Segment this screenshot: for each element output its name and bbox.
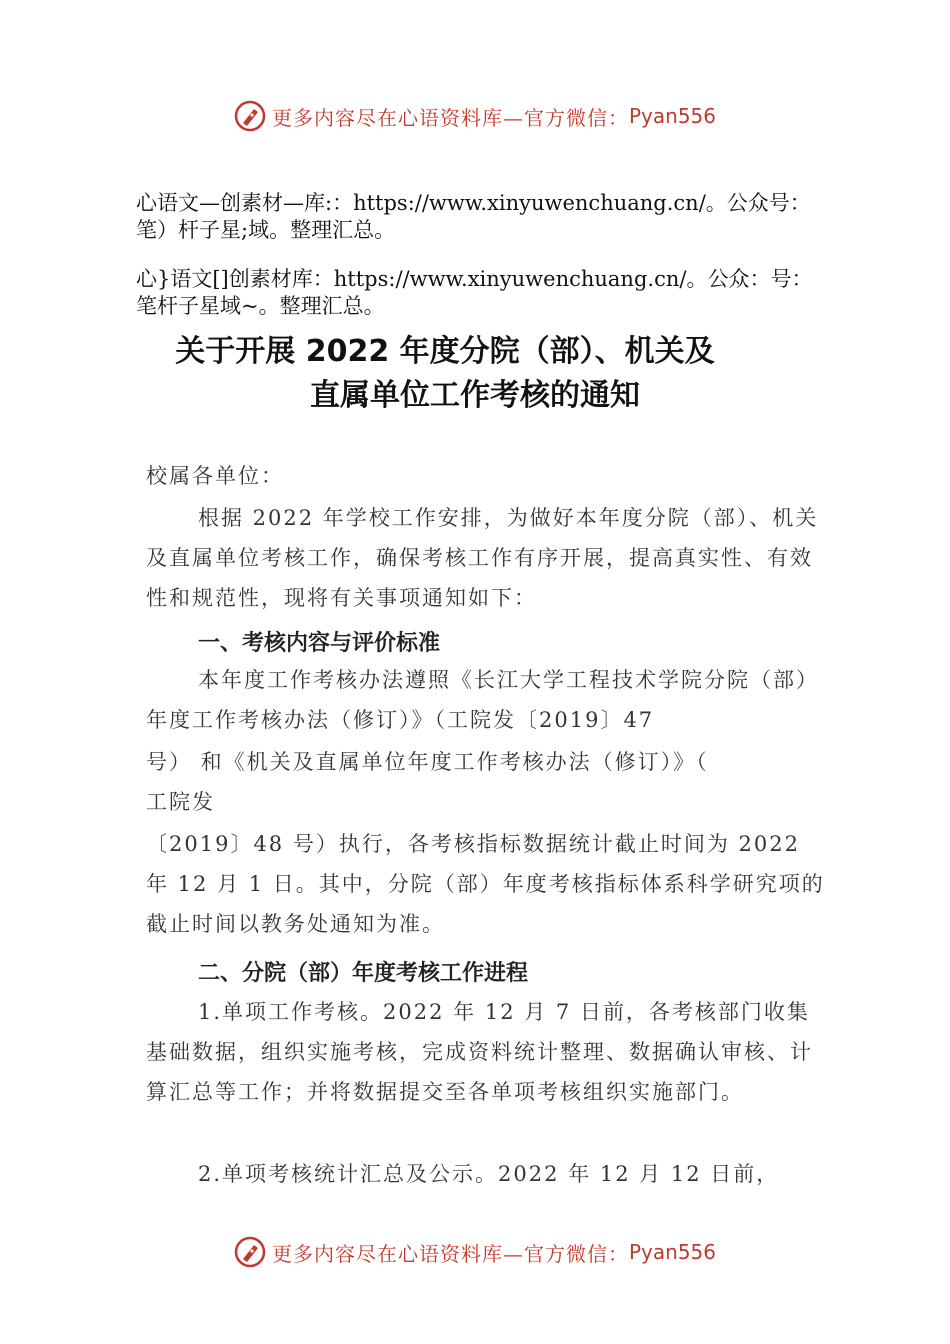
header-banner (0, 96, 950, 136)
section-1-text-a: 本年度工作考核办法遵照《长江大学工程技术学院分院（部）年度工作考核办法（修订）》（工院发〔2019〕47 (146, 668, 819, 732)
pen-nib-icon (234, 1236, 266, 1268)
section-1-text-b: 号） 和《机关及直属单位年度工作考核办法（修订）》（ (146, 750, 709, 774)
section-1-text-c: 工院发 (146, 790, 215, 814)
section-2-heading: 二、分院（部）年度考核工作进程 (198, 961, 529, 986)
list-item-1: 1.单项工作考核。2022 年 12 月 7 日前，各考核部门收集基础数据，组织实施考核，完成资料统计整理、数据确认审核、计算汇总等工作；并将数据提交至各单项考核组织实施部门。 (146, 1000, 813, 1104)
pen-nib-icon (234, 100, 266, 132)
source-note-1: 心语文—创素材—库:：https://www.xinyuwenchuang.cn/。公众号：笔）杆子星;域。整理汇总。 (136, 191, 811, 242)
banner-text: 更多内容尽在心语资料库—官方微信： (271, 105, 629, 130)
list-item-2: 2.单项考核统计汇总及公示。2022 年 12 月 12 日前， (198, 1162, 780, 1186)
banner-wechat-id: Pyan556 (628, 1240, 716, 1264)
section-1-heading: 一、考核内容与评价标准 (198, 631, 441, 656)
intro-paragraph: 根据 2022 年学校工作安排，为做好本年度分院（部）、机关及直属单位考核工作，确保考核工作有序开展，提高真实性、有效性和规范性，现将有关事项通知如下： (146, 506, 819, 610)
salutation: 校属各单位： (146, 464, 284, 488)
banner-text: 更多内容尽在心语资料库—官方微信： (271, 1241, 629, 1266)
page-title-line-2: 直属单位工作考核的通知 (310, 378, 640, 413)
footer-banner (0, 1232, 950, 1272)
section-1-text-d: 〔2019〕48 号）执行，各考核指标数据统计截止时间为 2022 年 12 月 1 日。其中，分院（部）年度考核指标体系科学研究项的截止时间以教务处通知为准。 (146, 832, 825, 936)
page-title-line-1: 关于开展 2022 年度分院（部）、机关及 (175, 334, 715, 369)
banner-wechat-id: Pyan556 (628, 104, 716, 128)
source-note-2: 心}语文[]创素材库：https://www.xinyuwenchuang.cn/。公众：号：笔杆子星域~。整理汇总。 (136, 267, 813, 318)
